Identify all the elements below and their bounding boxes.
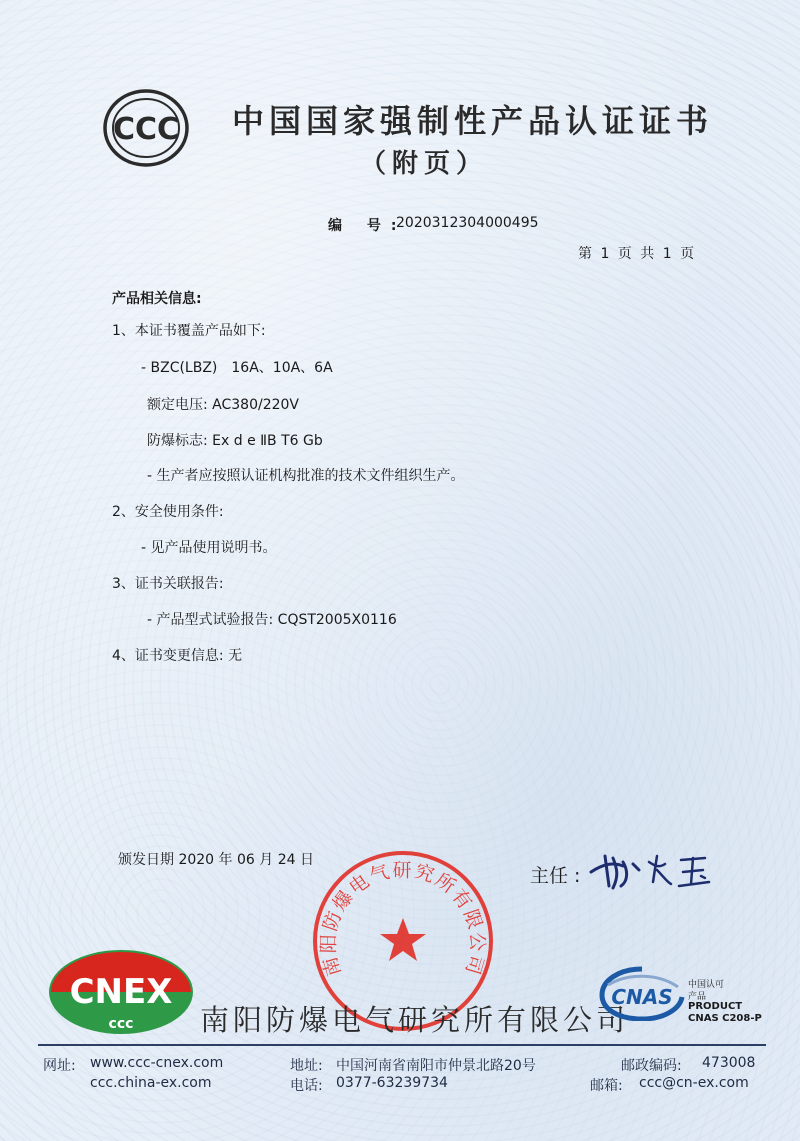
- cnas-logo: [598, 965, 686, 1021]
- item-2-heading: 2、安全使用条件:: [112, 504, 224, 520]
- web-link-2[interactable]: ccc.china-ex.com: [90, 1075, 212, 1091]
- issue-date: 颁发日期 2020 年 06 月 24 日: [118, 852, 314, 868]
- email[interactable]: ccc@cn-ex.com: [639, 1075, 749, 1091]
- cnas-line-2: 产品: [688, 992, 707, 1002]
- page-info: 第 1 页 共 1 页: [578, 246, 697, 262]
- cert-number-label: 编 号:: [328, 218, 407, 234]
- web-link-1[interactable]: www.ccc-cnex.com: [90, 1055, 224, 1071]
- certificate-title: 中国国家强制性产品认证证书: [232, 102, 714, 140]
- cert-number: 2020312304000495: [396, 215, 539, 231]
- product-model: - BZC(LBZ) 16A、10A、6A: [141, 360, 333, 376]
- item-3-heading: 3、证书关联报告:: [112, 576, 224, 592]
- organization-name: 南阳防爆电气研究所有限公司: [200, 1003, 630, 1037]
- section-title: 产品相关信息:: [112, 291, 202, 307]
- certificate-subtitle: （附页）: [360, 149, 489, 179]
- rated-voltage: 额定电压: AC380/220V: [147, 397, 300, 413]
- director-label: 主任 :: [530, 865, 581, 887]
- production-note: - 生产者应按照认证机构批准的技术文件组织生产。: [147, 468, 465, 484]
- phone: 0377-63239734: [336, 1075, 448, 1091]
- test-report: - 产品型式试验报告: CQST2005X0116: [147, 612, 397, 628]
- address-label: 地址:: [290, 1058, 323, 1074]
- svg-text:CCC: CCC: [112, 112, 180, 147]
- zip-label: 邮政编码:: [621, 1058, 682, 1074]
- item-1-heading: 1、本证书覆盖产品如下:: [112, 323, 266, 339]
- cnas-line-3: PRODUCT: [688, 1001, 743, 1012]
- cnas-line-1: 中国认可: [688, 980, 725, 990]
- item-4-heading: 4、证书变更信息: 无: [112, 648, 243, 664]
- cnex-logo: [47, 948, 195, 1036]
- email-label: 邮箱:: [590, 1078, 623, 1094]
- svg-text:南阳防爆电气研究所有限公司: 南阳防爆电气研究所有限公司: [317, 859, 489, 979]
- svg-text:ccc: ccc: [108, 1016, 134, 1032]
- safe-use-note: - 见产品使用说明书。: [141, 540, 277, 556]
- explosion-marking: 防爆标志: Ex d e ⅡB T6 Gb: [147, 433, 323, 449]
- zip-code: 473008: [702, 1055, 756, 1071]
- ccc-logo: [103, 88, 189, 168]
- svg-text:CNEX: CNEX: [69, 972, 173, 1012]
- address: 中国河南省南阳市仲景北路20号: [336, 1058, 536, 1074]
- cnas-line-4: CNAS C208-P: [688, 1013, 762, 1024]
- web-label: 网址:: [43, 1058, 76, 1074]
- phone-label: 电话:: [290, 1078, 323, 1094]
- footer-divider: [38, 1044, 766, 1046]
- svg-text:CNAS: CNAS: [611, 985, 673, 1009]
- director-signature: [583, 842, 733, 892]
